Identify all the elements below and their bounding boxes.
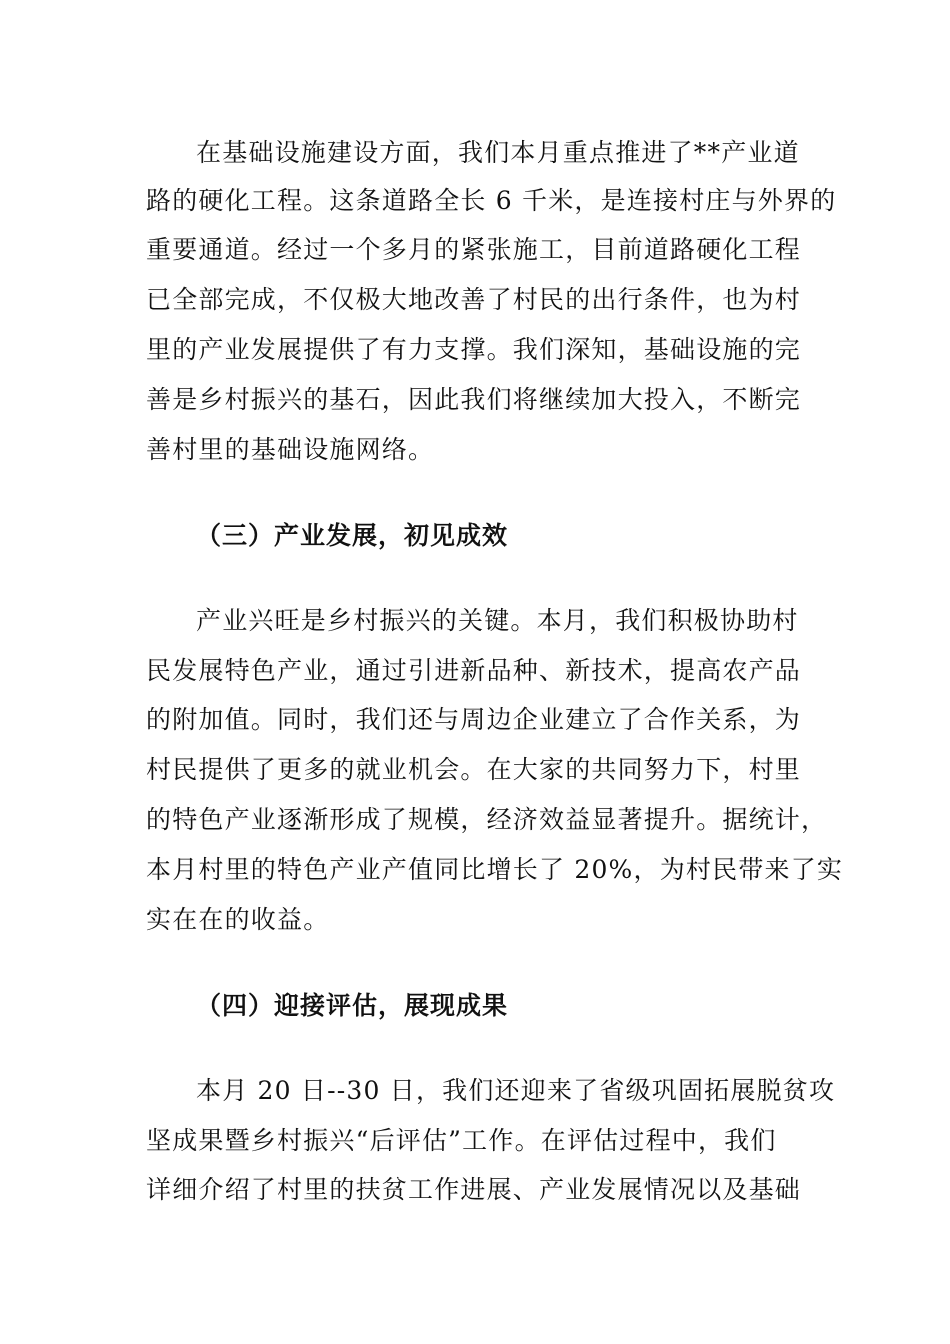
paragraph-2-line-4: 村民提供了更多的就业机会。在大家的共同努力下，村里 [146, 755, 802, 784]
paragraph-3-line-1: 本月 20 日--30 日，我们还迎来了省级巩固拓展脱贫攻 [196, 1076, 836, 1105]
paragraph-1-line-5: 里的产业发展提供了有力支撑。我们深知，基础设施的完 [146, 335, 802, 364]
paragraph-1-line-3: 重要通道。经过一个多月的紧张施工，目前道路硬化工程 [146, 235, 802, 264]
paragraph-2-line-2: 民发展特色产业，通过引进新品种、新技术，提高农产品 [146, 656, 802, 685]
paragraph-3-line-2: 坚成果暨乡村振兴“后评估”工作。在评估过程中，我们 [146, 1126, 777, 1155]
paragraph-1-line-2: 路的硬化工程。这条道路全长 6 千米，是连接村庄与外界的 [146, 186, 837, 215]
paragraph-1-line-7: 善村里的基础设施网络。 [146, 435, 435, 464]
paragraph-2-line-3: 的附加值。同时，我们还与周边企业建立了合作关系，为 [146, 705, 802, 734]
section-heading-3: （三）产业发展，初见成效 [196, 521, 509, 550]
paragraph-2-line-1: 产业兴旺是乡村振兴的关键。本月，我们积极协助村 [196, 606, 799, 635]
paragraph-2-line-5: 的特色产业逐渐形成了规模，经济效益显著提升。据统计， [146, 805, 828, 834]
section-heading-4: （四）迎接评估，展现成果 [196, 991, 509, 1020]
paragraph-2-line-7: 实在在的收益。 [146, 905, 330, 934]
paragraph-1-line-6: 善是乡村振兴的基石，因此我们将继续加大投入，不断完 [146, 385, 802, 414]
paragraph-1-line-4: 已全部完成，不仅极大地改善了村民的出行条件，也为村 [146, 285, 802, 314]
paragraph-1-line-1: 在基础设施建设方面，我们本月重点推进了**产业道 [196, 138, 800, 167]
paragraph-3-line-3: 详细介绍了村里的扶贫工作进展、产业发展情况以及基础 [146, 1175, 802, 1204]
paragraph-2-line-6: 本月村里的特色产业产值同比增长了 20%，为村民带来了实 [146, 855, 844, 884]
